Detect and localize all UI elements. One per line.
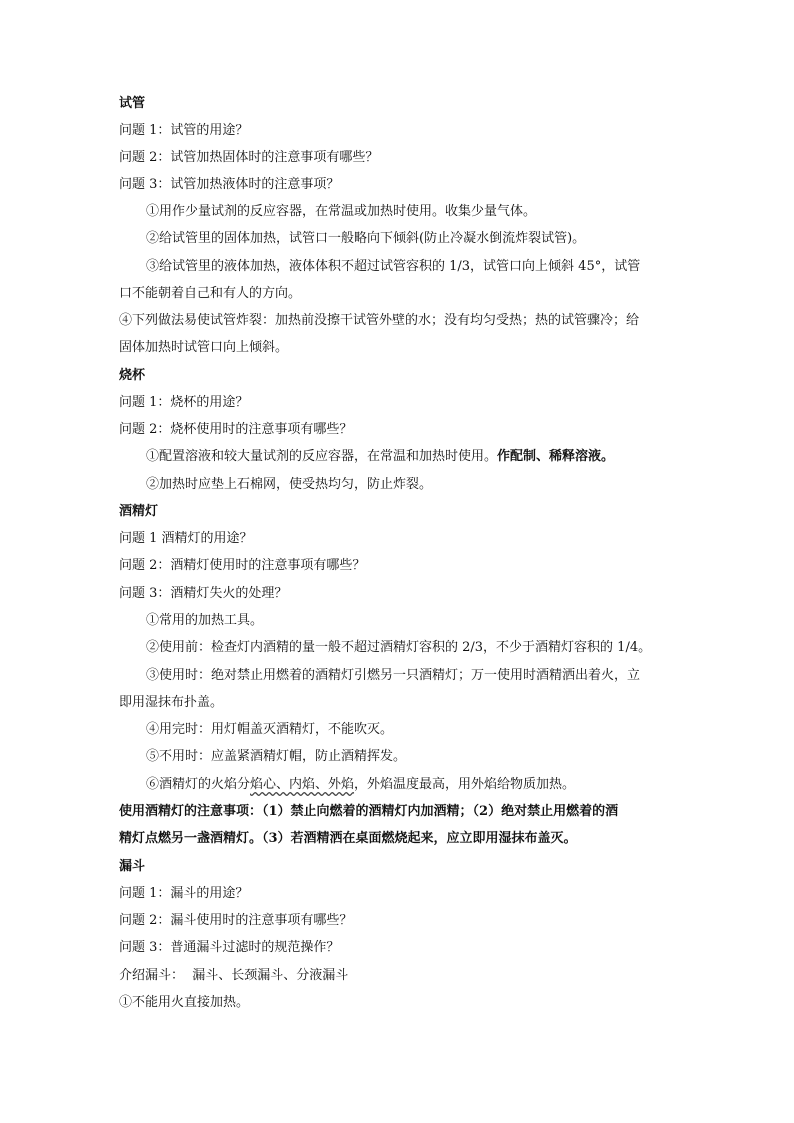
answer-4-line-2: 固体加热时试管口向上倾斜。 [119,340,289,355]
question-3: 问题 3：试管加热液体时的注意事项？ [119,177,340,192]
question-1: 问题 1 酒精灯的用途？ [119,531,253,546]
question-2: 问题 2：试管加热固体时的注意事项有哪些？ [119,150,379,165]
answer-2: ②给试管里的固体加热，试管口一般略向下倾斜(防止冷凝水倒流炸裂试管)。 [146,231,586,246]
answer-2: ②加热时应垫上石棉网，使受热均匀，防止炸裂。 [146,477,433,492]
section-heading-test-tube: 试管 [119,96,146,111]
answer-4-line-1: ④下列做法易使试管炸裂：加热前没擦干试管外壁的水；没有均匀受热；热的试管骤冷；给 [119,313,640,328]
question-1: 问题 1：烧杯的用途？ [119,395,249,410]
answer-6 [146,777,680,793]
answer-1-text: ①配置溶液和较大量试剂的反应容器，在常温和加热时使用。 [146,449,498,464]
question-2: 问题 2：酒精灯使用时的注意事项有哪些？ [119,558,366,573]
question-3: 问题 3：酒精灯失火的处理？ [119,586,288,601]
question-1: 问题 1：试管的用途？ [119,123,249,138]
usage-note-line-2: 精灯点燃另一盏酒精灯。（3）若酒精洒在桌面燃烧起来，应立即用湿抹布盖灭。 [119,831,577,846]
usage-note-line-1: 使用酒精灯的注意事项：（1）禁止向燃着的酒精灯内加酒精；（2）绝对禁止用燃着的酒 [119,804,619,819]
section-heading-alcohol-lamp: 酒精灯 [119,504,159,519]
answer-1: ①不能用火直接加热。 [119,995,250,1010]
answer-3-line-2: 即用湿抹布扑盖。 [119,695,224,710]
section-heading-beaker: 烧杯 [119,368,146,383]
answer-3-line-1: ③使用时：绝对禁止用燃着的酒精灯引燃另一只酒精灯；万一使用时酒精洒出着火，立 [146,668,641,683]
answer-1 [146,449,680,465]
answer-1: ①用作少量试剂的反应容器，在常温或加热时使用。收集少量气体。 [146,204,537,219]
flame-parts-wavy: 焰心、内焰、外焰 [250,777,355,792]
answer-2: ②使用前：检查灯内酒精的量一般不超过酒精灯容积的 2/3，不少于酒精灯容积的 1/4。 [146,640,652,655]
question-2: 问题 2：烧杯使用时的注意事项有哪些？ [119,422,353,437]
answer-3-line-1: ③给试管里的液体加热，液体体积不超过试管容积的 1/3，试管口向上倾斜 45°，试管 [146,259,641,274]
answer-5: ⑤不用时：应盖紧酒精灯帽，防止酒精挥发。 [146,749,407,764]
funnel-intro: 介绍漏斗： 漏斗、长颈漏斗、分液漏斗 [119,968,349,983]
answer-1: ①常用的加热工具。 [146,613,264,628]
answer-6-suffix: ，外焰温度最高，用外焰给物质加热。 [354,777,576,792]
question-2: 问题 2：漏斗使用时的注意事项有哪些？ [119,913,353,928]
question-1: 问题 1：漏斗的用途？ [119,886,249,901]
answer-6-prefix: ⑥酒精灯的火焰分 [146,777,251,792]
answer-3-line-2: 口不能朝着自己和有人的方向。 [119,286,302,301]
answer-4: ④用完时：用灯帽盖灭酒精灯，不能吹灭。 [146,722,394,737]
question-3: 问题 3：普通漏斗过滤时的规范操作？ [119,940,340,955]
answer-1-emphasis: 作配制、稀释溶液。 [497,449,615,464]
section-heading-funnel: 漏斗 [119,859,146,874]
